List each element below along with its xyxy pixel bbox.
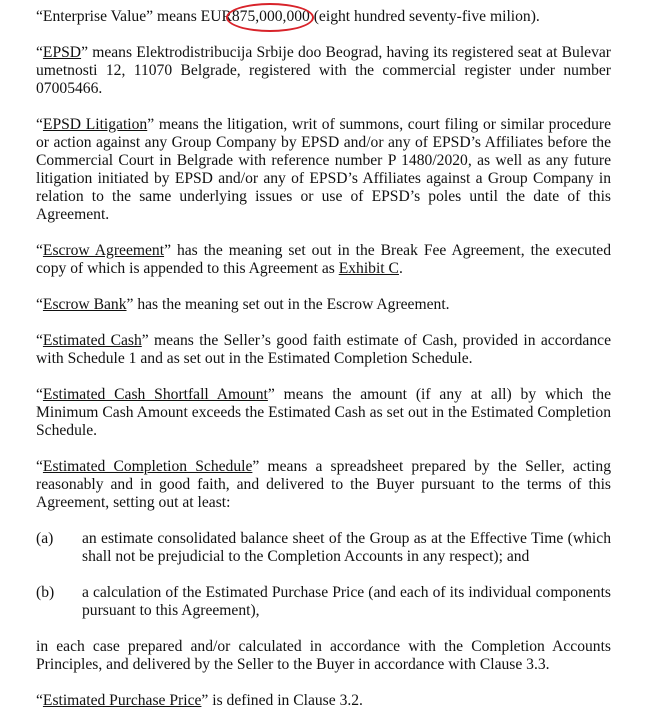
defined-term: EPSD (42, 44, 82, 61)
closing-paragraph: in each case prepared and/or calculated in accordance with the Completion Accounts Principles, and delivered by the Seller to the Buyer in accordance with Clause 3.3. (36, 638, 611, 673)
defined-term: EPSD Litigation (42, 116, 148, 133)
definition-enterprise-value (36, 8, 611, 26)
definition-text: ” means the amount (if any at all) by which the Minimum Cash Amount exceeds the Estimated Cash as set out in the Estimated Completion Schedule. (36, 386, 611, 439)
defined-term: Escrow Agreement (42, 242, 165, 259)
definition-text: (eight hundred seventy-five milion). (309, 8, 540, 25)
definition-estimated-purchase-price (36, 692, 611, 710)
list-item-text: an estimate consolidated balance sheet of the Group as at the Effective Time (which shall not be prejudicial to the Completion Accounts in any respect); and (82, 530, 611, 565)
definition-text: ” means a spreadsheet prepared by the Seller, acting reasonably and in good faith, and delivered to the Buyer pursuant to the terms of this Agreement, setting out at least: (36, 458, 611, 511)
definition-text: ” means the Seller’s good faith estimate of Cash, provided in accordance with Schedule 1 and as set out in the Estimated Completion Schedule. (36, 332, 611, 367)
quote-open: “ (36, 116, 43, 133)
amount-value: 875,000,000 (231, 8, 310, 25)
definition-epsd (36, 44, 611, 98)
highlighted-amount (232, 8, 310, 26)
definition-estimated-cash-shortfall (36, 386, 611, 440)
quote-open: “ (36, 692, 43, 709)
definition-escrow-agreement (36, 242, 611, 278)
defined-term: Estimated Cash (42, 332, 142, 349)
list-item (36, 584, 611, 620)
quote-open: “ (36, 44, 43, 61)
definition-text: ” is defined in Clause 3.2. (201, 692, 363, 709)
defined-term: Estimated Cash Shortfall Amount (42, 386, 268, 403)
exhibit-reference: Exhibit C (338, 260, 399, 277)
list-item-label: (a) (36, 530, 54, 547)
defined-term: Estimated Completion Schedule (42, 458, 253, 475)
list-item-text: a calculation of the Estimated Purchase Price (and each of its individual components pursuant to this Agreement), (82, 584, 611, 619)
quote-open: “ (36, 8, 43, 25)
definition-text: ” has the meaning set out in the Escrow Agreement. (126, 296, 450, 313)
definition-estimated-cash (36, 332, 611, 368)
list-item-label: (b) (36, 584, 55, 601)
quote-open: “ (36, 332, 43, 349)
quote-open: “ (36, 458, 43, 475)
definition-text: ” means Elektrodistribucija Srbije doo Beograd, having its registered seat at Bulevar umetnosti 12, 11070 Belgrade, registered with the commercial register under number 07005466. (36, 44, 611, 97)
quote-open: “ (36, 296, 43, 313)
list-item (36, 530, 611, 566)
quote-open: “ (36, 386, 43, 403)
definition-escrow-bank (36, 296, 611, 314)
defined-term: Estimated Purchase Price (42, 692, 202, 709)
definition-text: ” has the meaning set out in the Break Fee Agreement, the executed copy of which is appended to this Agreement as (36, 242, 611, 277)
definition-text: ” means EUR (146, 8, 232, 25)
document-page (36, 8, 611, 710)
definition-text: ” means the litigation, writ of summons, court filing or similar procedure or action against any Group Company by EPSD and/or any of EPSD’s Affiliates before the Commercial Court in Belgrade with reference number P 1480/2020, as well as any future litigation initiated by EPSD and/or any of EPSD’s Affiliates against a Group Company in relation to the same underlying issues or use of EPSD’s poles until the date of this Agreement. (36, 116, 611, 223)
definition-estimated-completion-schedule (36, 458, 611, 512)
defined-term: Enterprise Value (42, 8, 147, 25)
definition-epsd-litigation (36, 116, 611, 224)
defined-term: Escrow Bank (42, 296, 127, 313)
quote-open: “ (36, 242, 43, 259)
period: . (398, 260, 403, 277)
